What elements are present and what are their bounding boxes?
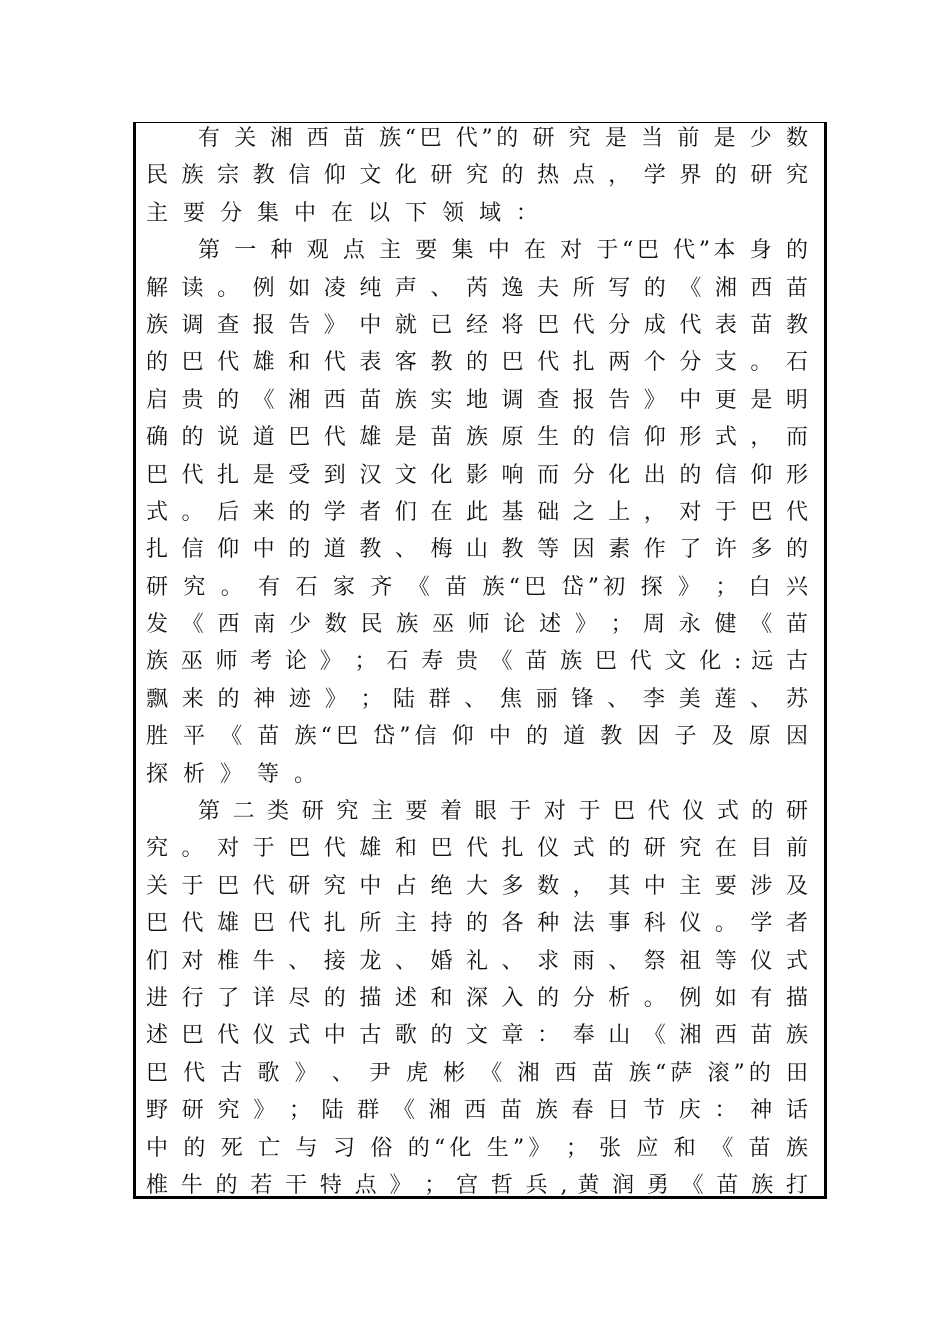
- text-line: 解 读 。 例 如 凌 纯 声 、 芮 逸 夫 所 写 的 《 湘 西 苗: [146, 275, 808, 301]
- text-line: 的 巴 代 雄 和 代 表 客 教 的 巴 代 扎 两 个 分 支 。 石: [146, 350, 808, 376]
- text-line: 述 巴 代 仪 式 中 古 歌 的 文 章 ： 奉 山 《 湘 西 苗 族: [146, 1023, 808, 1049]
- body-text: [146, 120, 808, 1204]
- text-line: 中 的 死 亡 与 习 俗 的“化 生”》 ； 张 应 和 《 苗 族: [146, 1135, 808, 1161]
- text-line: 巴 代 雄 巴 代 扎 所 主 持 的 各 种 法 事 科 仪 。 学 者: [146, 911, 808, 937]
- text-line: 究 。 对 于 巴 代 雄 和 巴 代 扎 仪 式 的 研 究 在 目 前: [146, 836, 808, 862]
- text-line: 主 要 分 集 中 在 以 下 领 域 ：: [146, 200, 542, 226]
- text-line: 们 对 椎 牛 、 接 龙 、 婚 礼 、 求 雨 、 祭 祖 等 仪 式: [146, 948, 808, 974]
- text-line: 关 于 巴 代 研 究 中 占 绝 大 多 数 ， 其 中 主 要 涉 及: [146, 873, 808, 899]
- text-line: 飘 来 的 神 迹 》 ； 陆 群 、 焦 丽 锋 、 李 美 莲 、 苏: [146, 686, 808, 712]
- text-line: 椎 牛 的 若 干 特 点 》 ； 宫 哲 兵 , 黄 润 勇 《 苗 族 打: [146, 1172, 808, 1198]
- text-line: 式 。 后 来 的 学 者 们 在 此 基 础 之 上 ， 对 于 巴 代: [146, 499, 808, 525]
- text-line: 确 的 说 道 巴 代 雄 是 苗 族 原 生 的 信 仰 形 式 ， 而: [146, 425, 808, 451]
- text-line: 族 巫 师 考 论 》 ； 石 寿 贵 《 苗 族 巴 代 文 化 : 远 古: [146, 649, 808, 675]
- text-line: 研 究 。 有 石 家 齐 《 苗 族“巴 岱”初 探 》 ； 白 兴: [146, 574, 808, 600]
- text-line: 有 关 湘 西 苗 族“巴 代”的 研 究 是 当 前 是 少 数: [198, 126, 808, 151]
- text-line: 扎 信 仰 中 的 道 教 、 梅 山 教 等 因 素 作 了 许 多 的: [146, 537, 808, 563]
- text-line: 族 调 查 报 告 》 中 就 已 经 将 巴 代 分 成 代 表 苗 教: [146, 312, 808, 338]
- text-line: 巴 代 扎 是 受 到 汉 文 化 影 响 而 分 化 出 的 信 仰 形: [146, 462, 808, 488]
- text-line: 巴 代 古 歌 》 、 尹 虎 彬 《 湘 西 苗 族“萨 滚”的 田: [146, 1060, 808, 1086]
- text-line: 进 行 了 详 尽 的 描 述 和 深 入 的 分 析 。 例 如 有 描: [146, 985, 808, 1011]
- text-line: 野 研 究 》 ； 陆 群 《 湘 西 苗 族 春 日 节 庆 ： 神 话: [146, 1098, 808, 1124]
- text-line: 第 二 类 研 究 主 要 着 眼 于 对 于 巴 代 仪 式 的 研: [198, 799, 808, 825]
- text-line: 第 一 种 观 点 主 要 集 中 在 对 于“巴 代”本 身 的: [198, 238, 808, 264]
- text-line: 民 族 宗 教 信 仰 文 化 研 究 的 热 点 ， 学 界 的 研 究: [146, 163, 808, 189]
- text-line: 发 《 西 南 少 数 民 族 巫 师 论 述 》 ； 周 永 健 《 苗: [146, 612, 808, 638]
- text-line: 胜 平 《 苗 族“巴 岱”信 仰 中 的 道 教 因 子 及 原 因: [146, 724, 808, 750]
- text-line: 探 析 》 等 。: [146, 761, 320, 787]
- text-line: 启 贵 的 《 湘 西 苗 族 实 地 调 查 报 告 》 中 更 是 明: [146, 387, 808, 413]
